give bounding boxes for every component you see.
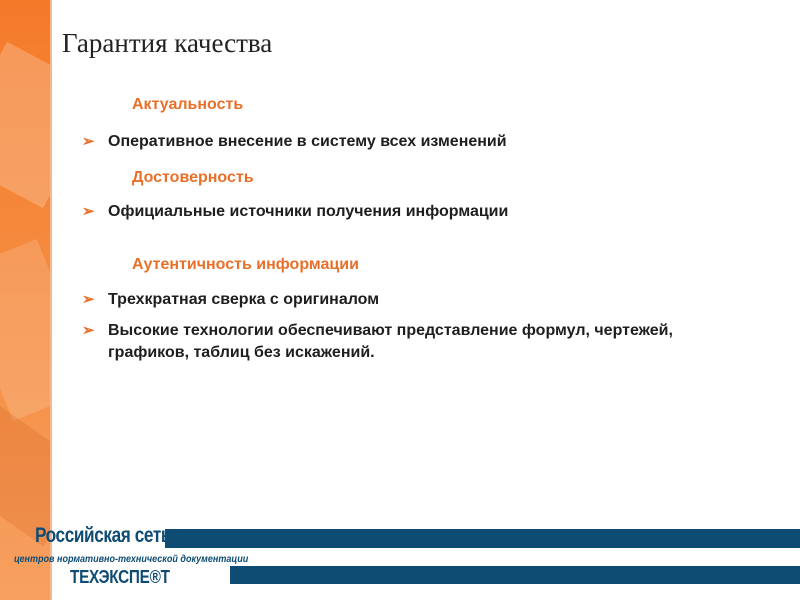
arrow-bullet-icon: ➢ (82, 291, 95, 308)
arrow-bullet-icon: ➢ (82, 322, 95, 339)
bullet-text: Трехкратная сверка с оригиналом (108, 291, 380, 308)
bullet-item (80, 131, 770, 153)
texexpert-logo (0, 520, 249, 600)
decorative-side-band (0, 0, 50, 600)
bullet-text: Официальные источники получения информации (108, 203, 509, 220)
bullet-item (80, 289, 770, 311)
logo-brand: ТЕХЭКСПЕ®Т (70, 567, 170, 587)
section-heading: Аутентичность информации (132, 256, 359, 273)
logo-subtitle: центров нормативно-технической документации (14, 553, 249, 565)
decorative-shape (0, 239, 50, 421)
bullet-item (80, 320, 770, 364)
section-heading: Достоверность (132, 169, 254, 186)
arrow-bullet-icon: ➢ (82, 203, 95, 220)
bullet-text: Оперативное внесение в систему всех изменений (108, 133, 507, 150)
footer-bar (165, 529, 800, 548)
footer-bar (230, 566, 800, 584)
arrow-bullet-icon: ➢ (82, 133, 95, 150)
decorative-shape (0, 42, 50, 208)
slide-title: Гарантия качества (62, 28, 273, 58)
bullet-item (80, 201, 770, 223)
section-heading: Актуальность (132, 96, 244, 113)
bullet-text: Высокие технологии обеспечивают представление формул, чертежей, графиков, таблиц без искажений. (108, 322, 673, 361)
side-divider (50, 0, 52, 600)
logo-main-text: Российская сеть (35, 524, 172, 547)
slide-content (80, 95, 770, 364)
